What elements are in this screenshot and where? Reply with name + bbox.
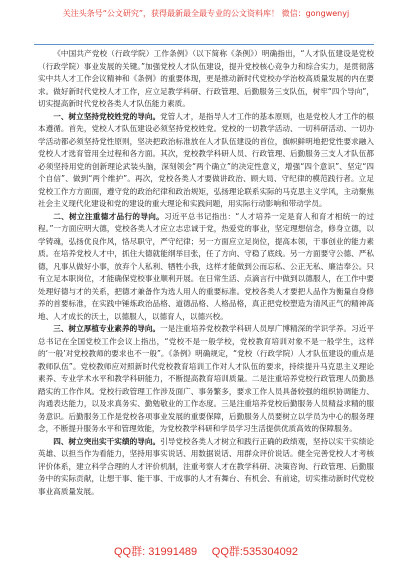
section-heading: 三、树立厚植专业素养的导向。 xyxy=(53,324,161,333)
paragraph-section-2: 二、树立注重德才品行的导向。习近平总书记指出：“人才培养一定是育人和育才相统一的过程。”一方面应明大德，党校各类人才应立志忠诚于党，热爱党的事业，坚定理想信念，修身立德，以学铸魂，弘扬优良作风，恪尽职守，严守纪律；另一方面应立足岗位，提高本领，干事创业的能力素质。在培养党校人才中，抓住大德就能纲举目张，任了方向、守稳了底线。另一方面要守公德、严私德，凡事从做好小事，放弃个人私利、牺牲小我，这样才能做到公而忘私、公正无私、廉洁奉公。只有立足本职岗位，才能确保党校事业顺利开展。在日常生活、点滴言行中做到以德服人，在工作中要处理好德与才的关系，把德才兼备作为选人用人的重要标准。党校各类人才要把人品作为衡量自身修养的首要标准，在实践中锤炼政治品格、道德品格、人格品格，真正把党校塑造为清风正气的精神高地、人才成长的沃土，以德服人，以德育人，以德兴校。 xyxy=(38,211,374,321)
footer-qq-group-2: QQ群:535304092 xyxy=(211,546,298,558)
section-heading: 四、树立突出实干实绩的导向。 xyxy=(53,436,161,446)
paragraph-intro: 《中国共产党校（行政学院）工作条例》（以下简称《条例》）明确指出，“人才队伍建设是党校（行政学院）事业发展的关键。”加强党校人才队伍建设，提升党校核心竞争力和综合实力，是贯彻落实中共人才工作会议精神和《条例》的重要体现，更是推动新时代党校办学治校高质量发展的内在要求。做好新时代党校人才工作，应立足教学科研、行政管理、后勤服务三支队伍，树牢“四个导向”，切实提高新时代党校各类人才队伍能力素质。 xyxy=(38,49,374,108)
section-heading: 一、树立坚持党校姓党的导向。 xyxy=(53,111,161,121)
footer-qq-group-1: QQ群: 31991489 xyxy=(114,546,198,558)
paragraph-section-4: 四、树立突出实干实绩的导向。引导党校各类人才树立和践行正确的政绩观，坚持以实干实绩论英雄、以担当作为看能力，坚持用事实说话、用数据说话、用群众评价说话。健全完善党校人才考核评价体系，建立科学合理的人才评价机制，注重考察人才在教学科研、决策咨询、行政管理、后勤服务中的实际贡献，让想干事、能干事、干成事的人才有舞台、有机会、有前途，切实推动新时代党校事业高质量发展。 xyxy=(38,436,374,496)
header-banner-line-1: 关注头条号“公文研究”，获得最新最全最专业的公文资料库！ 微信：gongwenyj xyxy=(62,9,350,18)
section-heading: 二、树立注重德才品行的导向。 xyxy=(53,211,165,221)
paragraph-section-1: 一、树立坚持党校姓党的导向。党管人才，是指导人才工作的基本原则，也是党校人才工作的根本遵循。首先，党校人才队伍建设必须坚持党校姓党。党校的一切教学活动、一切科研活动、一切办学活动都必须坚持党性原则，坚决把政治标准放在人才队伍建设的首位，旗帜鲜明地把党性要求融入党校人才选育管用全过程和各方面。其次，党校教学科研人员、行政管理、后勤服务三支人才队伍都必须坚持用党的创新理论武装头脑，深刻领会“两个确立”的决定性意义，增强“四个意识”、坚定“四个自信”、做到“两个维护”。再次，党校各类人才要做讲政治、顾大局、守纪律的模范践行者。立足党校工作方方面面，遵守党的政治纪律和政治规矩，弘扬理论联系实际的马克思主义学风，主动聚焦社会主义现代化建设和党的建设的重大理论和实践问题，用实际行动影响和带动学员。 xyxy=(38,111,374,208)
footer-contact xyxy=(0,545,408,559)
header-banner-line-2 xyxy=(56,20,356,32)
header-divider xyxy=(34,44,374,45)
article-body xyxy=(38,48,374,498)
header-banner xyxy=(56,8,356,32)
paragraph-section-3: 三、树立厚植专业素养的导向。一是注重培养党校教学科研人员厚广博精深的学识学养。习近平总书记在全国党校工作会议上指出，“党校不是一般学校，党校教育培训对象不是一般学生，这样的‘一般’对党校教师的要求也不一般”。《条例》明确规定，“党校（行政学院）人才队伍建设的重点是教师队伍”。党校教师应对照新时代党校教育培训工作对人才队伍的要求，持续提升马克思主义理论素养、专业学术水平和教学科研能力，不断提高教育培训质量。二是注重培养党校行政管理人员勤恳踏实的工作作风。党校行政管理工作涉及面广、事务繁多，要求工作人员具备较强的组织协调能力、沟通表达能力，以及求真务实、勤勉敬业的工作态度。三是注重培养党校后勤服务人员精益求精的服务意识。后勤服务工作是党校各项事业发展的重要保障，后勤服务人员要树立以学员为中心的服务理念，不断提升服务水平和管理效能，为党校教学科研和学员学习生活提供优质高效的保障服务。 xyxy=(38,324,374,433)
